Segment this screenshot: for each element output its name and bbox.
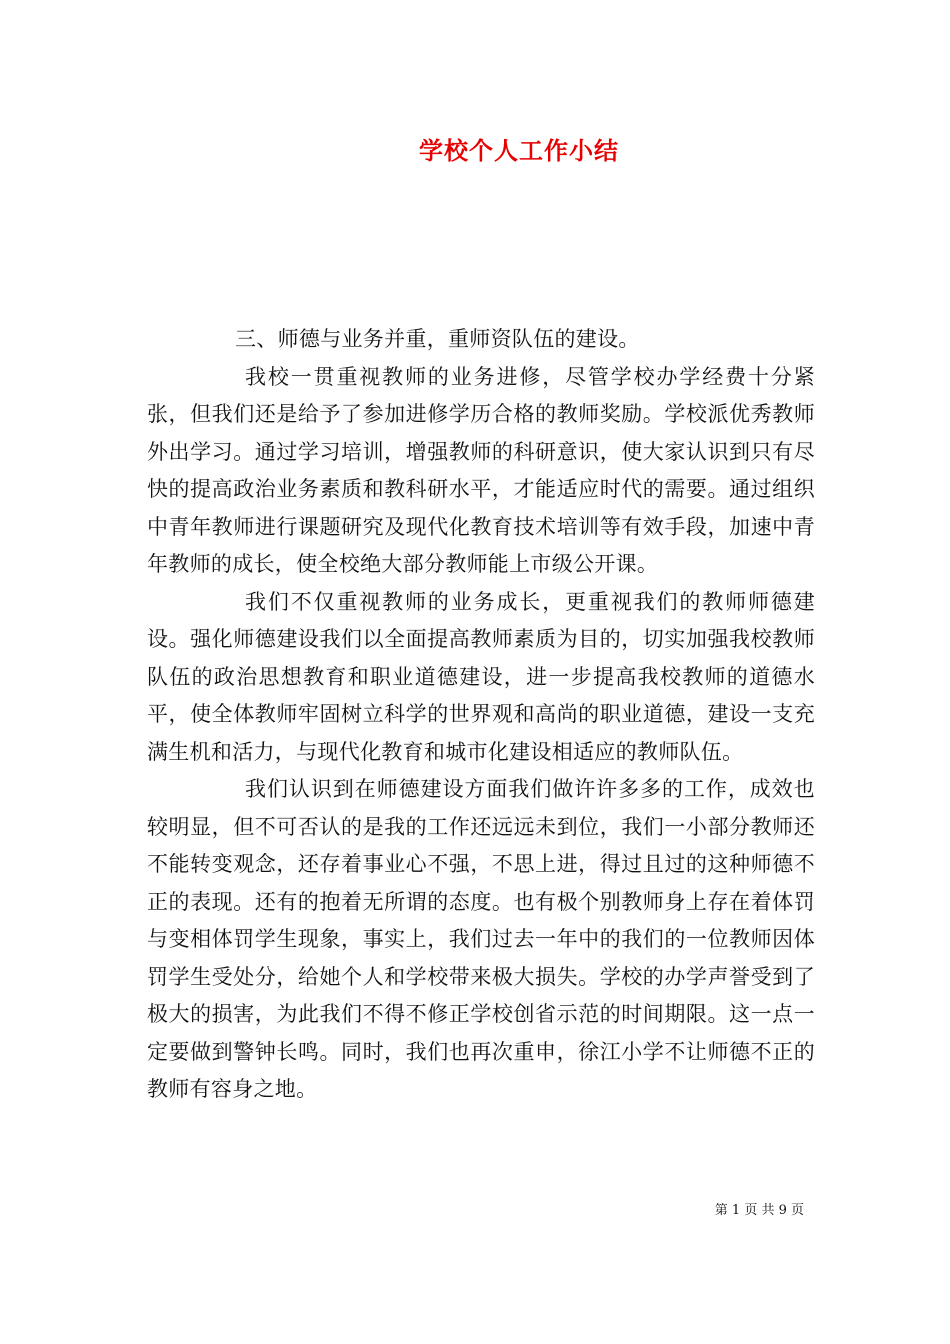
page-number-footer: 第 1 页 共 9 页 xyxy=(714,1203,804,1218)
document-body xyxy=(147,321,815,1109)
paragraph-2: 我们不仅重视教师的业务成长，更重视我们的教师师德建设。强化师德建设我们以全面提高教师素质为目的，切实加强我校教师队伍的政治思想教育和职业道德建设，进一步提高我校教师的道德水平，使全体教师牢固树立科学的世界观和高尚的职业道德，建设一支充满生机和活力，与现代化教育和城市化建设相适应的教师队伍。 xyxy=(147,589,815,764)
section-heading: 三、师德与业务并重，重师资队伍的建设。 xyxy=(235,327,640,351)
paragraph-1: 我校一贯重视教师的业务进修，尽管学校办学经费十分紧张，但我们还是给予了参加进修学历合格的教师奖励。学校派优秀教师外出学习。通过学习培训，增强教师的科研意识，使大家认识到只有尽快的提高政治业务素质和教科研水平，才能适应时代的需要。通过组织中青年教师进行课题研究及现代化教育技术培训等有效手段，加速中青年教师的成长，使全校绝大部分教师能上市级公开课。 xyxy=(147,364,815,576)
document-title: 学校个人工作小结 xyxy=(419,136,619,165)
paragraph-3: 我们认识到在师德建设方面我们做许许多多的工作，成效也较明显，但不可否认的是我的工作还远远未到位，我们一小部分教师还不能转变观念，还存着事业心不强，不思上进，得过且过的这种师德不正的表现。还有的抱着无所谓的态度。也有极个别教师身上存在着体罚与变相体罚学生现象，事实上，我们过去一年中的我们的一位教师因体罚学生受处分，给她个人和学校带来极大损失。学校的办学声誉受到了极大的损害，为此我们不得不修正学校创省示范的时间期限。这一点一定要做到警钟长鸣。同时，我们也再次重申，徐江小学不让师德不正的教师有容身之地。 xyxy=(147,777,815,1101)
